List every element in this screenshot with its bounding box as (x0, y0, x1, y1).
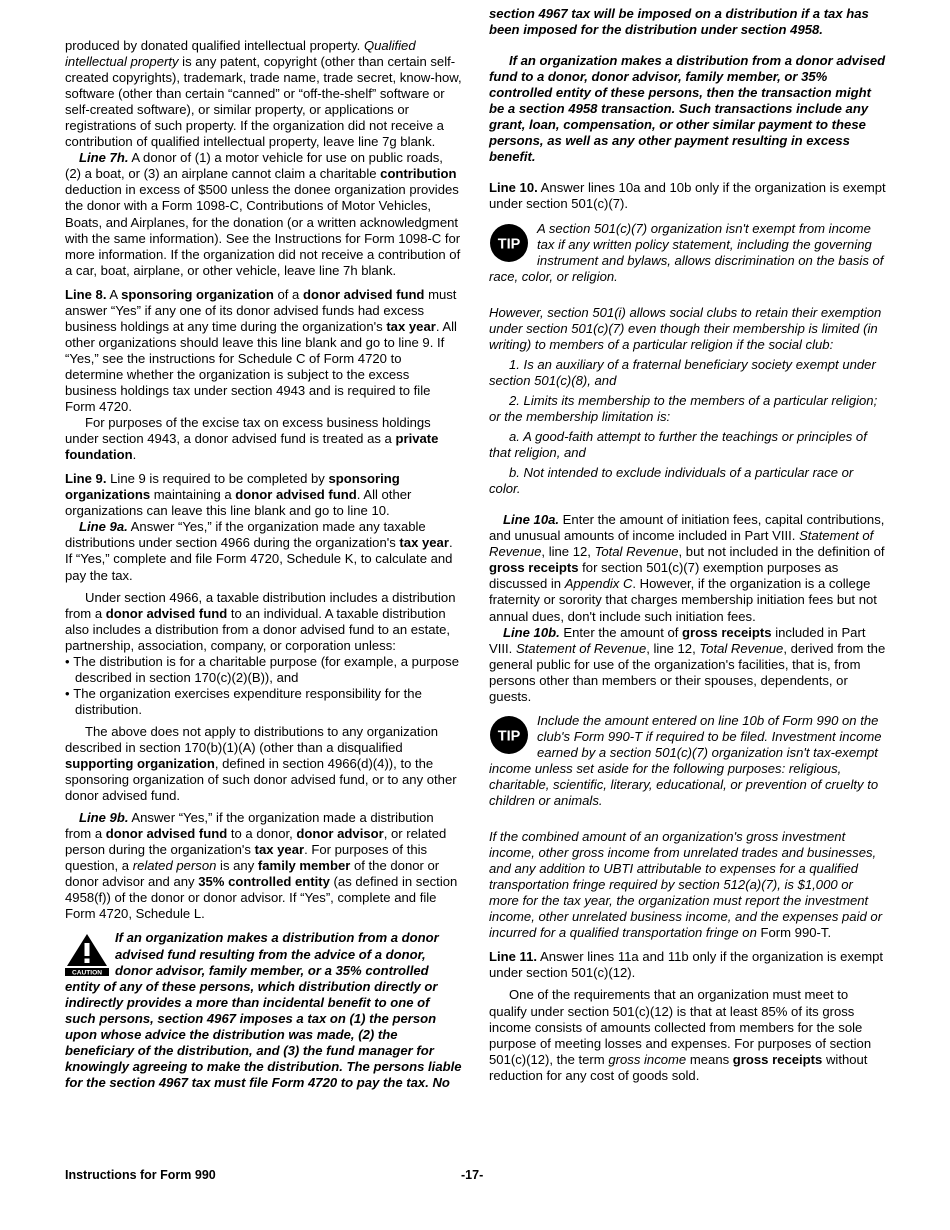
paragraph-line-8: Line 8. A sponsoring organization of a donor advised fund must answer “Yes” if any one of its donor advised funds had excess business holdings at any time during the organization's tax year. All other organizations should leave this line blank and go to line 9. If “Yes,” see the instructions for Schedule C of Form 4720 to determine whether the organization is subject to the excess business holdings tax under section 4943 and is required to file Form 4720. (65, 286, 457, 415)
tip-text: A section 501(c)(7) organization isn't exempt from income tax if any written policy statement, including the governing instrument and bylaws, allows discrimination on the basis of race, color, or religion. (489, 220, 884, 284)
tip-icon (489, 223, 529, 263)
paragraph-qualified-ip: produced by donated qualified intellectual property. Qualified intellectual property is any patent, copyright (other than certain self-created copyrights), trademark, trade name, trade secret, know-how, software (other than certain “canned” or “off-the-shelf” software or self-created software), or similar property, or applications or registrations of such property. If the organization did not receive a contribution of qualified intellectual property, leave line 7g blank. (65, 38, 462, 150)
tip-note (489, 713, 886, 809)
paragraph-taxable-distribution: Under section 4966, a taxable distribution includes a distribution from a donor advised fund to an individual. A taxable distribution also includes a distribution from a donor advised fund to an estate, partnership, association, company, or corporation unless: (65, 589, 456, 653)
tip-icon (489, 715, 529, 755)
tip-text: Include the amount entered on line 10b of Form 990 on the club's Form 990-T if required to be filed. Investment income earned by a section 501(c)(7) organization isn't tax-exempt income unless set aside for the following purposes: religious, charitable, scientific, literary, educational, or prevention of cruelty to children or animals. (489, 712, 882, 809)
left-column (65, 38, 462, 1091)
paragraph-private-foundation: For purposes of the excise tax on excess business holdings under section 4943, a donor advised fund is treated as a private foundation. (65, 415, 439, 463)
caution-note (65, 930, 462, 1090)
paragraph-4967-continued: section 4967 tax will be imposed on a distribution if a tax has been imposed for the distribution under section 4958. (489, 6, 869, 38)
paragraph-above-does-not-apply: The above does not apply to distributions to any organization described in section 170(b)(1)(A) (other than a disqualified supporting organization, defined in section 4966(d)(4)), to the sponsoring organization of such donor advised fund, or to any other donor advised fund. (65, 723, 457, 804)
caution-text: If an organization makes a distribution from a donor advised fund resulting from the advice of a donor, donor advisor, family member, or a 35% controlled entity of any of these persons, which distribution directly or indirectly provides a more than incidental benefit to one of such persons, section 4967 imposes a tax on (1) the person upon whose advice the distribution was made, (2) the beneficiary of the distribution, and (3) the fund manager for knowingly agreeing to make the distribution. The persons liable for the section 4967 tax must file Form 4720 to pay the tax. No (65, 930, 462, 1090)
paragraph-line-7h: Line 7h. A donor of (1) a motor vehicle for use on public roads, (2) a boat, or (3) an airplane cannot claim a charitable contribution deduction in excess of $500 unless the donee organization provides the donor with a Form 1098-C, Contributions of Motor Vehicles, Boats, and Airplanes, for the donation (or a written acknowledgment with the same information). See the Instructions for Form 1098-C for more information. If the organization did not receive a contribution of a car, boat, airplane, or other vehicle, leave line 7h blank. (65, 150, 461, 278)
list-item: a. A good-faith attempt to further the teachings or principles of that religion, and (489, 429, 867, 461)
paragraph-line-10: Line 10. Answer lines 10a and 10b only if the organization is exempt under section 501(c)(7). (489, 180, 886, 212)
list-item: b. Not intended to exclude individuals of a particular race or color. (489, 465, 854, 497)
paragraph-line-9a: Line 9a. Answer “Yes,” if the organization made any taxable distributions under section 4966 during the organization's tax year. If “Yes,” complete and file Form 4720, Schedule K, to calculate and pay the tax. (65, 519, 453, 583)
svg-text:TIP: TIP (497, 236, 521, 253)
paragraph-line-11: Line 11. Answer lines 11a and 11b only if the organization is exempt under section 501(c)(12). (489, 949, 884, 981)
footer-form-title: Instructions for Form 990 (65, 1168, 216, 1182)
paragraph-line-9: Line 9. Line 9 is required to be completed by sponsoring organizations maintaining a donor advised fund. All other organizations can leave this line blank and go to line 10. (65, 471, 412, 519)
list-item: 1. Is an auxiliary of a fraternal beneficiary society exempt under section 501(c)(8), and (489, 356, 876, 388)
list-item: • The distribution is for a charitable purpose (for example, a purpose described in section 170(c)(2)(B)), and (65, 653, 459, 685)
caution-icon (65, 932, 109, 976)
paragraph-501i: However, section 501(i) allows social clubs to retain their exemption under section 501(c)(7) even though their membership is limited (in writing) to members of a particular religion if the social club: (489, 304, 882, 352)
paragraph-ubti: If the combined amount of an organization's gross investment income, other gross income from unrelated trades and businesses, and any addition to UBTI attributable to expenses for a qualified transportation fringe required by section 512(a)(7), is $1,000 or more for the tax year, the organization must report the investment income, other unrelated business income, and the expenses paid or incurred for a qualified transportation fringe on Form 990-T. (489, 829, 883, 941)
svg-text:CAUTION: CAUTION (71, 969, 103, 977)
tip-note (489, 221, 886, 285)
paragraph-501c12: One of the requirements that an organization must meet to qualify under section 501(c)(12) is that at least 85% of its gross income consists of amounts collected from members for the sole purpose of meeting losses and expenses. For purposes of section 501(c)(12), the term gross income means gross receipts without reduction for any cost of goods sold. (489, 987, 872, 1083)
list-item: • The organization exercises expenditure responsibility for the distribution. (65, 685, 422, 717)
list-item: 2. Limits its membership to the members of a particular religion; or the membership limitation is: (489, 392, 878, 424)
svg-text:TIP: TIP (497, 728, 521, 745)
right-column (489, 6, 886, 1084)
paragraph-4958-transaction: If an organization makes a distribution from a donor advised fund to a donor, donor advisor, family member, or 35% controlled entity of these persons, then the transaction might be a section 4958 transaction. Such transactions include any grant, loan, compensation, or other similar payment to these persons, as well as any other payment resulting in excess benefit. (489, 53, 886, 165)
paragraph-line-9b: Line 9b. Answer “Yes,” if the organization made a distribution from a donor advised fund to a donor, donor advisor, or related person during the organization's tax year. For purposes of this question, a related person is any family member of the donor or donor advisor and any 35% controlled entity (as defined in section 4958(f)) of the donor or donor advisor. If “Yes”, complete and file Form 4720, Schedule L. (65, 810, 458, 922)
paragraph-line-10a: Line 10a. Enter the amount of initiation fees, capital contributions, and unusual amounts of income included in Part VIII. Statement of Revenue, line 12, Total Revenue, but not included in the definition of gross receipts for section 501(c)(7) exemption purposes as discussed in Appendix C. However, if the organization is a college fraternity or sorority that charges membership initiation fees but not annual dues, don't include such initiation fees. (489, 512, 885, 624)
page-number: -17- (461, 1168, 484, 1182)
paragraph-line-10b: Line 10b. Enter the amount of gross receipts included in Part VIII. Statement of Revenue, line 12, Total Revenue, derived from the general public for use of the organization's facilities, that is, from persons other than members or their spouses, dependents, or guests. (489, 624, 886, 704)
